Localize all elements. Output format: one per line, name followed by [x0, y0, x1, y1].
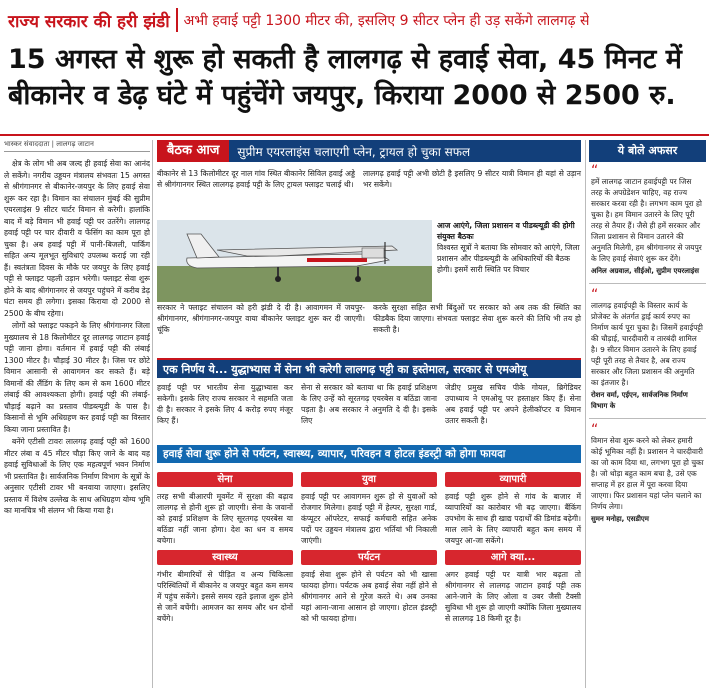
- quote-author: रोशन वर्मा, एईएन, सार्वजनिक निर्माण विभाग के: [591, 391, 688, 410]
- strap-text: सुप्रीम एयरलाइंस चलाएगी प्लेन, ट्रायल हो चुका सफल: [237, 144, 471, 159]
- benefit-text: गंभीर बीमारियों से पीड़ित व अन्य चिकित्सा परिस्थितियों में बीकानेर व जयपुर बहुत कम समय में पहुंच सकेंगे। इससे समय रहते इलाज शुरू होने से जानें बचेंगी। आमजन का समय और धन दोनों बचेंगे।: [157, 570, 293, 623]
- benefit-card: [301, 550, 437, 624]
- army-text: जेडीए प्रमुख सचिव पीके गोयल, ब्रिगेडियर उपाध्याय ने एमओयू पर हस्ताक्षर किए हैं। सेना अब हवाई पट्टी पर अपने हेलीकॉप्टर व विमान उतार सकती है।: [445, 383, 581, 425]
- kicker-bar: [0, 0, 709, 40]
- official-quote: [589, 286, 706, 416]
- official-quote: [589, 162, 706, 281]
- left-body: [4, 158, 150, 517]
- army-story: [157, 382, 581, 426]
- callout-text: विश्वस्त सूत्रों ने बताया कि सोमवार को आएंगे, जिला प्रशासन और पीडब्ल्यूडी के अधिकारियों की बैठक होगी। इसमें सारी स्थिति पर विचार: [437, 243, 580, 274]
- benefit-title: आगे क्या...: [445, 550, 581, 565]
- benefit-text: हवाई सेवा शुरू होने से पर्यटन को भी खासा फायदा होगा। पर्यटक अब हवाई सेवा नहीं होने से श्रीगंगानगर आने से गुरेज करते थे। अब उनका यहां आना-जाना आसान हो जाएगा। होटल इंडस्ट्री को भी फायदा होगा।: [301, 570, 437, 623]
- benefit-title: व्यापारी: [445, 472, 581, 487]
- strap-tag: बैठक आज: [157, 140, 229, 162]
- benefit-title: सेना: [157, 472, 293, 487]
- benefit-title: पर्यटन: [301, 550, 437, 565]
- quote-mark-icon: “: [591, 287, 599, 303]
- official-quote: [589, 421, 706, 529]
- benefit-text: हवाई पट्टी पर आवागमन शुरू हो से युवाओं को रोजगार मिलेगा। हवाई पट्टी में हेल्पर, सुरक्षा गार्ड, कंप्यूटर ऑपरेटर, सफाई कर्मचारी सहित अनेक पदों पर उड्डयन मंत्रालय द्वारा भर्तियां भी निकाली जाएंगी।: [301, 492, 437, 545]
- benefit-title: युवा: [301, 472, 437, 487]
- quote-mark-icon: “: [591, 163, 599, 179]
- benefit-title: स्वास्थ्य: [157, 550, 293, 565]
- kicker-text: अभी हवाई पट्टी 1300 मीटर की, इसलिए 9 सीटर प्लेन ही उड़ सकेंगे लालगढ़ से: [183, 12, 590, 29]
- quote-text: लालगढ़ हवाईपट्टी के विस्तार कार्य के प्रोजेक्ट के अंतर्गत ड्राई कार्य रुपए का निर्माण कार्य पूरा चुका है। जिसमें हवाईपट्टी की चौड़ाई, चारदीवारी व तारबंदी शामिल है। 9 सीटर विमान उतारने के लिए हवाई पट्टी पूरी तरह से तैयार है, अब राज्य सरकार और जिला प्रशासन की अनुमति का इंतजार है।: [591, 301, 703, 387]
- headline: [8, 42, 708, 114]
- headline-line-1: 15 अगस्त से शुरू हो सकती है लालगढ़ से हवाई सेवा, 45 मिनट में: [8, 44, 682, 75]
- quote-text: हमें लालगढ़ जाटान हवाईपट्टी पर जिस तरह के अपग्रेडेशन चाहिए, वह राज्य सरकार करवा रही है। लगभग काम पूरा हो चुका है। हम विमान उतारने के लिए पूरी तरह से तैयार हैं। जैसे ही हमें सरकार और जिला प्रशासन से विमान उतारने की अनुमति मिलेगी, हम श्रीगंगानगर से जयपुर के लिए हवाई सेवाएं शुरू कर देंगे।: [591, 177, 702, 263]
- column-divider: [152, 140, 153, 688]
- quote-divider: [589, 283, 706, 284]
- army-text: सेना से सरकार को बताया था कि हवाई प्रशिक्षण के लिए उन्हें को सूरतगढ़ एयरबेस व बठिंडा जाना पड़ता है। अब सरकार ने अनुमति दे दी है। इसके लिए: [301, 383, 437, 425]
- army-subhead: एक निर्णय ये... युद्धाभ्यास में सेना भी करेगी लालगढ़ पट्टी का इस्तेमाल, सरकार से एमओयू: [157, 358, 581, 378]
- airplane-illustration: [157, 220, 432, 302]
- story-bottom-text: सरकार ने फ्लाइट संचालन को हरी झंडी दे दी है। आवागमन में जयपुर-श्रीगंगानगर, श्रीगंगानगर-जयपुर वाया बीकानेर फ्लाइट शुरू कर दी जाएगी। चूंकि: [157, 303, 365, 334]
- quote-divider: [589, 418, 706, 419]
- column-divider: [585, 140, 586, 688]
- quote-mark-icon: “: [591, 422, 599, 438]
- center-section: [157, 140, 581, 690]
- benefit-card: [445, 550, 581, 624]
- story-block: [157, 168, 581, 380]
- benefit-text: हवाई पट्टी शुरू होने से गांव के बाजार में व्यापारियों का कारोबार भी बढ़ जाएगा। बैंकिंग उपभोग के साथ ही खाद्य पदार्थों की डिमांड बढ़ेगी। माल लाने के लिए व्यापारी बहुत कम समय में जयपुर आ-जा सकेंगे।: [445, 492, 581, 545]
- benefits-grid: [157, 472, 581, 624]
- quote-author: अनिल अग्रवाल, सीईओ, सुप्रीम एयरलाइंस: [591, 267, 699, 275]
- left-column: [4, 140, 150, 690]
- left-paragraph: क्षेत्र के लोग भी अब जल्द ही हवाई सेवा का आनंद ले सकेंगे। नगरीय उड्डयन मंत्रालय संभवतः 15 अगस्त से श्रीगंगानगर से बीकानेर-जयपुर के लिए हवाई सेवा शुरू कर रहा है। विमान का संचालन मुंबई की सुप्रीम एयरलाइंस 9 सीटर चार्टर विमान से करेगी। हालांकि बाद में बड़े विमान भी हवाई पट्टी पर उतरेंगे। लालगढ़ हवाई पट्टी पर चार दीवारी व फेंसिंग का काम पूरा हो चुका है। अब हवाई पट्टी में पानी-बिजली, पार्किंग सहित अन्य मूलभूत सुविधाएं उपलब्ध कराई जा रही हैं। स्वतंत्रता दिवस के मौके पर जयपुर के लिए हवाई पट्टी से फ्लाइट पहली उड़ान भरेगी। फ्लाइट सेवा शुरू होने के बाद श्रीगंगानगर से जयपुर पहुंचने में करीब डेढ़ घंटा समय ही लगेगा। इसका किराया दो 2000 से 2500 के बीच रहेगा।: [4, 159, 150, 318]
- benefit-card: [301, 472, 437, 546]
- byline: भास्कर संवाददाता | लालगढ़ जाटान: [4, 140, 150, 152]
- headline-line-2: बीकानेर व डेढ़ घंटे में पहुंचेंगे जयपुर, किराया 2000 से 2500 रु.: [8, 80, 676, 111]
- benefit-card: [157, 550, 293, 624]
- benefit-text: अगर हवाई पट्टी पर यात्री भार बढ़ता तो श्रीगंगानगर से लालगढ़ जाटान हवाई पट्टी तक आने-जाने के लिए ओला व उबर जैसी टैक्सी सुविधा भी शुरू हो जाएगी क्योंकि जिला मुख्यालय से लालगढ़ 18 किमी दूर है।: [445, 570, 581, 623]
- story-left-text: बीकानेर से 13 किलोमीटर दूर नाल गांव स्थित बीकानेर सिविल हवाई अड्डे से श्रीगंगानगर स्थित लालगढ़ हवाई पट्टी के लिए ट्रायल फ्लाइट चलाई थी।: [157, 169, 355, 189]
- benefit-text: तरह सभी बीआरपी मूवमेंट में सुरक्षा की बढ़ाव लालगढ़ से होनी शुरू हो जाएगी। सेना के जवानों को हवाई प्रशिक्षण के लिए सूरतगढ़ एयरबेस या बठिंडा नहीं जाना होगा। देश का धन व समय बचेगा।: [157, 492, 293, 545]
- story-right-text: लालगढ़ हवाई पट्टी अभी छोटी है इसलिए 9 सीटर यात्री विमान ही यहां से उड़ान भर सकेंगे।: [363, 169, 581, 189]
- left-paragraph: लोगों को फ्लाइट पकड़ने के लिए श्रीगंगानगर जिला मुख्यालय से 18 किलोमीटर दूर लालगढ़ जाटान हवाई पट्टी जाना होगा। वर्तमान में हवाई पट्टी की लंबाई 1300 मीटर है। चौड़ाई 30 मीटर है। जिस पर छोटे विमान आसानी से आवागमन कर सकते हैं। बड़े विमानों की लैंडिंग के लिए कम से कम 1600 मीटर लंबाई की आवश्यकता होगी। हवाई पट्टी की लंबाई-चौड़ाई बढ़ाने का प्रस्ताव पीडब्ल्यूडी के पास है। किसानों से भूमि अधिग्रहण कर हवाई पट्टी का विस्तार किया जाना प्रस्तावित है।: [4, 321, 150, 434]
- quote-author: सुमन मनोहा, एसडीएम: [591, 515, 649, 523]
- officials-heading: ये बोले अफसर: [589, 140, 706, 162]
- headline-rule: [0, 134, 709, 136]
- story-bottom: [157, 302, 581, 335]
- kicker-divider: [176, 8, 178, 32]
- meeting-strap: [157, 140, 581, 162]
- army-text: हवाई पट्टी पर भारतीय सेना युद्धाभ्यास कर सकेगी। इसके लिए राज्य सरकार ने सहमति जता दी है। सरकार ने इसके लिए 4 करोड़ रुपए मंजूर किए हैं।: [157, 383, 293, 425]
- benefits-banner: हवाई सेवा शुरू होने से पर्यटन, स्वास्थ्य, व्यापार, परिवहन व होटल इंडस्ट्री को होगा फायदा: [157, 445, 581, 463]
- benefit-card: [157, 472, 293, 546]
- left-paragraph: बनेंगे एटीसी टावरः लालगढ़ हवाई पट्टी को 1600 मीटर लंबा व 45 मीटर चौड़ा किए जाने के बाद यह हवाई सुविधाओं के लिए एक महत्वपूर्ण भवन निर्माण भी प्रस्तावित है। सार्वजनिक निर्माण विभाग के सूत्रों के अनुसार एटीसी टावर भी बनवाया जाएगा। इसलिए प्रस्ताव में विशेष उल्लेख के साथ अधिग्रहण योग्य भूमि का मानचित्र भी संलग्न भी किया गया है।: [4, 437, 150, 515]
- benefit-card: [445, 472, 581, 546]
- right-column: [589, 140, 706, 690]
- kicker-label: राज्य सरकार की हरी झंडी: [8, 11, 170, 32]
- story-bottom-text: करके सुरक्षा सहित सभी बिंदुओं पर सरकार को अब तक की स्थिति का फीडबैक दिया जाएगा। संभवतः फ्लाइट सेवा शुरू करने की तिथि भी तय हो सकती है।: [373, 303, 581, 334]
- meeting-callout: [437, 220, 581, 275]
- callout-title: आज आएंगे, जिला प्रशासन व पीडब्ल्यूडी की होगी संयुक्त बैठकः: [437, 221, 575, 241]
- quote-text: विमान सेवा शुरू करने को लेकर हमारी कोई भूमिका नहीं है। प्रशासन ने चारदीवारी का जो काम दिया था, लगभग पूरा हो चुका है। जो थोड़ा बहुत काम बचा है, उसे एक सप्ताह में हर हाल में पूरा करवा दिया जाएगा। फिर प्रशासन यहां प्लेन चलाने का निर्णय लेगा।: [591, 436, 704, 511]
- airplane-photo: [157, 220, 432, 302]
